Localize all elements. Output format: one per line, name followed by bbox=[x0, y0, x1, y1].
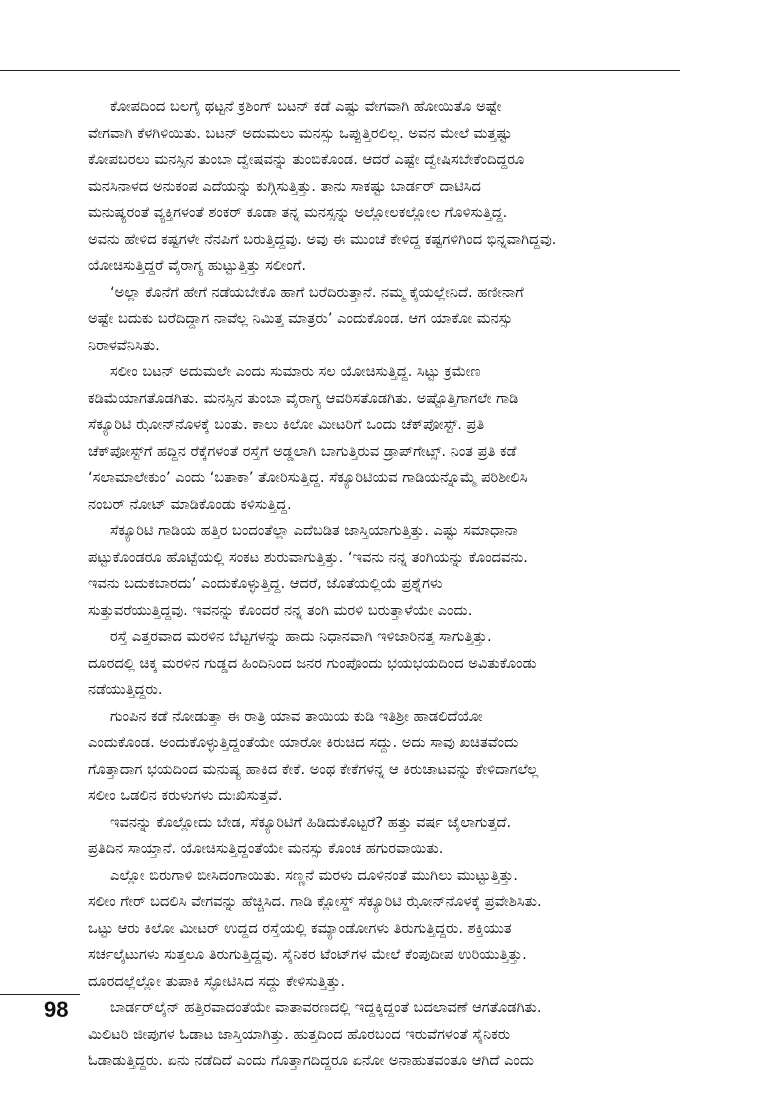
paragraph-first-line: ಇವನನ್ನು ಕೊಲ್ಲೋದು ಬೇಡ, ಸೆಕ್ಯೂರಿಟಿಗೆ ಹಿಡಿದುಕೊಟ್ಟರೆ? ಹತ್ತು ವರ್ಷ ಜೈಲಾಗುತ್ತದೆ. bbox=[110, 813, 512, 831]
text-line: ಓಡಾಡುತ್ತಿದ್ದರು. ಏನು ನಡೆದಿದೆ ಎಂದು ಗೊತ್ತಾಗದಿದ್ದರೂ ಏನೋ ಅನಾಹುತವಂತೂ ಆಗಿದೆ ಎಂದು bbox=[88, 1052, 534, 1069]
paragraph-first-line: ‘ಅಲ್ಲಾ ಕೊನೆಗೆ ಹೇಗೆ ನಡೆಯಬೇಕೊ ಹಾಗೆ ಬರೆದಿರುತ್ತಾನೆ. ನಮ್ಮ ಕೈಯಲ್ಲೇನಿದೆ. ಹಣೀನಾಗೆ bbox=[110, 283, 524, 301]
page-number: 98 bbox=[44, 997, 69, 1022]
text-line: ಸರ್ಚಲೈಟುಗಳು ಸುತ್ತಲೂ ತಿರುಗುತ್ತಿದ್ದವು. ಸೈನಿಕರ ಟೆಂಟ್‌ಗಳ ಮೇಲೆ ಕೆಂಪುದೀಪ ಉರಿಯುತ್ತಿತ್ತು. bbox=[88, 946, 527, 963]
text-line: ಪಟ್ಟುಕೊಂಡರೂ ಹೊಟ್ಟೆಯಲ್ಲಿ ಸಂಕಟ ಶುರುವಾಗುತ್ತಿತ್ತು. ‘ಇವನು ನನ್ನ ತಂಗಿಯನ್ನು ಕೊಂದವನು. bbox=[88, 548, 528, 566]
text-line: ಪ್ರತಿದಿನ ಸಾಯ್ತಾನೆ. ಯೋಚಿಸುತ್ತಿದ್ದಂತೆಯೇ ಮನಸ್ಸು ಕೊಂಚ ಹಗುರವಾಯಿತು. bbox=[88, 840, 444, 857]
text-line: ಅವನು ಹೇಳಿದ ಕಷ್ಟಗಳೇ ನೆನಪಿಗೆ ಬರುತ್ತಿದ್ದವು. ಅವು ಈ ಮುಂಚೆ ಕೇಳಿದ್ದ ಕಷ್ಟಗಳಿಗಿಂದ ಭಿನ್ನವಾಗಿದ್ದವು. bbox=[88, 230, 557, 248]
text-line: ಯೋಚಿಸುತ್ತಿದ್ದರೆ ವೈರಾಗ್ಯ ಹುಟ್ಟುತ್ತಿತ್ತು ಸಲೀಂಗೆ. bbox=[88, 257, 306, 274]
paragraph-first-line: ಎಲ್ಲೋ ಬಿರುಗಾಳಿ ಬೀಸಿದಂಗಾಯಿತು. ಸಣ್ಣನೆ ಮರಳು ದೂಳಿನಂತೆ ಮುಗಿಲು ಮುಟ್ಟುತ್ತಿತ್ತು. bbox=[110, 866, 518, 884]
text-line: ಸಲೀಂ ಗೇರ್ ಬದಲಿಸಿ ವೇಗವನ್ನು ಹೆಚ್ಚಿಸಿದ. ಗಾಡಿ ಕ್ಲೋಸ್ಡ್ ಸೆಕ್ಯೂರಿಟಿ ಝೋನ್‌ನೊಳಕ್ಕೆ ಪ್ರವೇಶಿಸಿತು. bbox=[88, 893, 542, 910]
text-line: ಅಷ್ಟೇ ಬದುಕು ಬರೆದಿದ್ದಾಗ ನಾವೆಲ್ಲ ನಿಮಿತ್ತ ಮಾತ್ರರು’ ಎಂದುಕೊಂಡ. ಆಗ ಯಾಕೋ ಮನಸ್ಸು bbox=[88, 310, 513, 327]
text-line: ಕೋಪಬರಲು ಮನಸ್ಸಿನ ತುಂಬಾ ದ್ವೇಷವನ್ನು ತುಂಬಿಕೊಂಡ. ಆದರೆ ಎಷ್ಟೇ ದ್ವೇಷಿಸಬೇಕೆಂದಿದ್ದರೂ bbox=[88, 151, 525, 168]
footer-rule bbox=[0, 994, 80, 995]
paragraph-first-line: ಸಲೀಂ ಬಟನ್ ಅದುಮಲೇ ಎಂದು ಸುಮಾರು ಸಲ ಯೋಚಿಸುತ್ತಿದ್ದ. ಸಿಟ್ಟು ಕ್ರಮೇಣ bbox=[110, 363, 481, 380]
text-line: ಒಟ್ಟು ಆರು ಕಿಲೋ ಮೀಟರ್ ಉದ್ದದ ರಸ್ತೆಯಲ್ಲಿ ಕಮ್ಯಾಂಡೋಗಳು ತಿರುಗುತ್ತಿದ್ದರು. ಶಕ್ತಿಯುತ bbox=[88, 919, 512, 937]
text-line: ‘ಸಲಾಮಾಲೇಕುಂ’ ಎಂದು ‘ಬತಾಕಾ’ ತೋರಿಸುತ್ತಿದ್ದ. ಸೆಕ್ಯೂರಿಟಿಯವ ಗಾಡಿಯನ್ನೊಮ್ಮೆ ಪರಿಶೀಲಿಸಿ bbox=[88, 469, 528, 486]
paragraph-first-line: ಸೆಕ್ಯೂರಿಟಿ ಗಾಡಿಯ ಹತ್ತಿರ ಬಂದಂತೆಲ್ಲಾ ಎದೆಬಡಿತ ಜಾಸ್ತಿಯಾಗುತ್ತಿತ್ತು. ಎಷ್ಟು ಸಮಾಧಾನಾ bbox=[110, 522, 518, 539]
text-line: ಗೊತ್ತಾದಾಗ ಭಯದಿಂದ ಮನುಷ್ಯ ಹಾಕಿದ ಕೇಕೆ. ಅಂಥ ಕೇಕೆಗಳನ್ನ ಆ ಕಿರುಚಾಟವನ್ನು ಕೇಳಿದಾಗಲೆಲ್ಲ bbox=[88, 760, 539, 778]
text-line: ವೇಗವಾಗಿ ಕೆಳಗಿಳಿಯಿತು. ಬಟನ್ ಅದುಮಲು ಮನಸ್ಸು ಒಪ್ಪುತ್ತಿರಲಿಲ್ಲ. ಅವನ ಮೇಲೆ ಮತ್ತಷ್ಟು bbox=[88, 124, 512, 142]
text-line: ದೂರದಲ್ಲಿ ಚಿಕ್ಕ ಮರಳಿನ ಗುಡ್ಡದ ಹಿಂದಿನಿಂದ ಜನರ ಗುಂಪೊಂದು ಭಯಭಯದಿಂದ ಅವಿತುಕೊಂಡು bbox=[88, 654, 537, 672]
page-body-text bbox=[88, 94, 680, 1075]
text-line: ಮನಸಿನಾಳದ ಅನುಕಂಪ ಎದೆಯನ್ನು ಕುಗ್ಗಿಸುತ್ತಿತ್ತು. ತಾನು ಸಾಕಷ್ಟು ಬಾರ್ಡರ್ ದಾಟಿಸಿದ bbox=[88, 177, 481, 195]
text-line: ದೂರದಲ್ಲೆಲ್ಲೋ ತುಪಾಕಿ ಸ್ಫೋಟಿಸಿದ ಸದ್ದು ಕೇಳಿಸುತ್ತಿತ್ತು. bbox=[88, 972, 345, 990]
text-line: ಮಿಲಿಟರಿ ಜೀಪುಗಳ ಓಡಾಟ ಜಾಸ್ತಿಯಾಗಿತ್ತು. ಹುತ್ತದಿಂದ ಹೊರಬಂದ ಇರುವೆಗಳಂತೆ ಸೈನಿಕರು bbox=[88, 1025, 511, 1043]
text-line: ಎಂದುಕೊಂಡ. ಅಂದುಕೊಳ್ಳುತ್ತಿದ್ದಂತೆಯೇ ಯಾರೋ ಕಿರುಚಿದ ಸದ್ದು. ಅದು ಸಾವು ಖಚಿತವೆಂದು bbox=[88, 734, 519, 751]
text-line: ಸುತ್ತುವರೆಯುತ್ತಿದ್ದವು. ಇವನನ್ನು ಕೊಂದರೆ ನನ್ನ ತಂಗಿ ಮರಳಿ ಬರುತ್ತಾಳೆಯೇ ಎಂದು. bbox=[88, 601, 473, 619]
paragraph-first-line: ಕೋಪದಿಂದ ಬಲಗೈ ಥಟ್ಟನೆ ಕ್ರಶಿಂಗ್ ಬಟನ್ ಕಡೆ ಎಷ್ಟು ವೇಗವಾಗಿ ಹೋಯಿತೊ ಅಷ್ಟೇ bbox=[110, 98, 502, 115]
text-line: ಚೆಕ್‌ಪೋಸ್ಟ್‌ಗೆ ಹದ್ದಿನ ರೆಕ್ಕೆಗಳಂತೆ ರಸ್ತೆಗೆ ಅಡ್ಡಲಾಗಿ ಬಾಗುತ್ತಿರುವ ಡ್ರಾಪ್‌ಗೇಟ್ಸ್. ನಿಂತ ಪ್ರತಿ ಕಡೆ bbox=[88, 442, 517, 460]
text-line: ಕಡಿಮೆಯಾಗತೊಡಗಿತು. ಮನಸ್ಸಿನ ತುಂಬಾ ವೈರಾಗ್ಯ ಆವರಿಸತೊಡಗಿತು. ಅಷ್ಟೊತ್ತಿಗಾಗಲೇ ಗಾಡಿ bbox=[88, 389, 519, 407]
text-line: ಮನುಷ್ಯರಂತೆ ವ್ಯಕ್ತಿಗಳಂತೆ ಶಂಕರ್ ಕೂಡಾ ತನ್ನ ಮನಸ್ಸನ್ನು ಅಲ್ಲೋಲಕಲ್ಲೋಲ ಗೊಳಿಸುತ್ತಿದ್ದ. bbox=[88, 204, 508, 221]
paragraph-first-line: ಬಾರ್ಡರ್‌ಲೈನ್ ಹತ್ತಿರವಾದಂತೆಯೇ ವಾತಾವರಣದಲ್ಲಿ ಇದ್ದಕ್ಕಿದ್ದಂತೆ ಬದಲಾವಣೆ ಆಗತೊಡಗಿತು. bbox=[110, 999, 542, 1016]
text-line: ಇವನು ಬದುಕಬಾರದು’ ಎಂದುಕೊಳ್ಳುತ್ತಿದ್ದ. ಆದರೆ, ಜೊತೆಯಲ್ಲಿಯೆ ಪ್ರಶ್ನೆಗಳು bbox=[88, 575, 443, 592]
text-line: ನಂಬರ್ ನೋಟ್ ಮಾಡಿಕೊಂಡು ಕಳಿಸುತ್ತಿದ್ದ. bbox=[88, 495, 292, 513]
text-line: ಸಲೀಂ ಒಡಲಿನ ಕರುಳುಗಳು ದುಃಖಿಸುತ್ತವೆ. bbox=[88, 787, 283, 804]
header-rule bbox=[0, 70, 680, 71]
text-line: ನಿರಾಳವೆನಿಸಿತು. bbox=[88, 336, 160, 354]
paragraph-first-line: ರಸ್ತೆ ಎತ್ತರವಾದ ಮರಳಿನ ಬೆಟ್ಟಗಳನ್ನು ಹಾದು ನಿಧಾನವಾಗಿ ಇಳಿಜಾರಿನತ್ತ ಸಾಗುತ್ತಿತ್ತು. bbox=[110, 628, 492, 645]
paragraph-first-line: ಗುಂಪಿನ ಕಡೆ ನೋಡುತ್ತಾ ಈ ರಾತ್ರಿ ಯಾವ ತಾಯಿಯ ಕುಡಿ ಇತಿಶ್ರೀ ಹಾಡಲಿದೆಯೋ bbox=[110, 707, 483, 725]
text-line: ನಡೆಯುತ್ತಿದ್ದರು. bbox=[88, 681, 163, 698]
text-line: ಸೆಕ್ಯೂರಿಟಿ ಝೋನ್‌ನೊಳಕ್ಕೆ ಬಂತು. ಕಾಲು ಕಿಲೋ ಮೀಟರಿಗೆ ಒಂದು ಚೆಕ್‌ಪೋಸ್ಟ್. ಪ್ರತಿ bbox=[88, 416, 485, 433]
